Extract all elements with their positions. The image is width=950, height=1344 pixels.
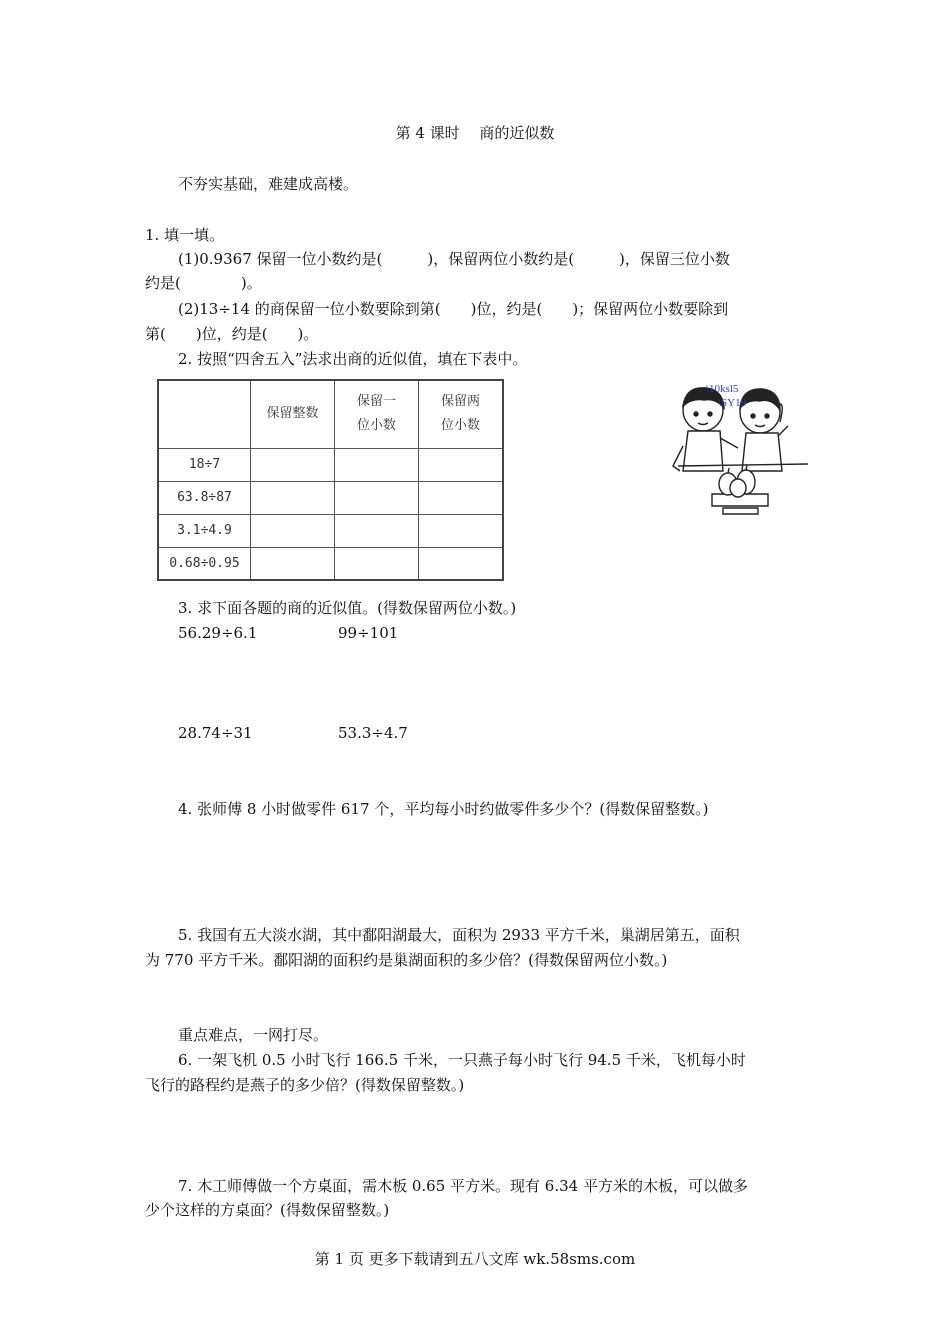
q1-part1-line2: 约是( )。: [145, 274, 262, 292]
q3-expr-4: 53.3÷4.7: [338, 724, 408, 742]
motto-key-points: 重点难点，一网打尽。: [178, 1026, 329, 1044]
q7-line1: 7. 木工师傅做一个方桌面，需木板 0.65 平方米。现有 6.34 平方米的木板，可以做多: [178, 1177, 748, 1195]
answer-cell[interactable]: [419, 514, 504, 547]
q6-line2: 飞行的路程约是燕子的多少倍？(得数保留整数。): [145, 1076, 465, 1094]
illustration-text-1: \10ksl5: [706, 383, 739, 395]
page-footer: 第 1 页 更多下载请到五八文库 wk.58sms.com: [314, 1250, 636, 1268]
header-two-decimal: 保留两 位小数: [419, 380, 504, 448]
row-label: 63.8÷87: [158, 481, 251, 514]
header-one-decimal: 保留一 位小数: [335, 380, 419, 448]
answer-cell[interactable]: [251, 514, 335, 547]
answer-cell[interactable]: [419, 448, 504, 481]
q1-part2-line2: 第( )位，约是( )。: [145, 325, 319, 343]
kids-scale-illustration: [668, 376, 814, 516]
q7-line2: 少个这样的方桌面？(得数保留整数。): [145, 1201, 390, 1219]
motto-basic: 不夯实基础，难建成高楼。: [178, 175, 359, 193]
q2-heading: 2. 按照“四舍五入”法求出商的近似值，填在下表中。: [178, 350, 528, 368]
answer-cell[interactable]: [251, 547, 335, 580]
answer-cell[interactable]: [251, 448, 335, 481]
q3-expr-3: 28.74÷31: [178, 724, 253, 742]
header-integer: 保留整数: [251, 380, 335, 448]
row-label: 0.68÷0.95: [158, 547, 251, 580]
answer-cell[interactable]: [335, 448, 419, 481]
answer-cell[interactable]: [335, 481, 419, 514]
page-title: 第 4 课时 商的近似数: [395, 124, 555, 142]
illustration-text-2: \SY19: [718, 397, 747, 409]
q1-part1-line1: (1)0.9367 保留一位小数约是( )，保留两位小数约是( )，保留三位小数: [178, 250, 730, 268]
q5-line2: 为 770 平方千米。鄱阳湖的面积约是巢湖面积的多少倍？(得数保留两位小数。): [145, 951, 668, 969]
answer-cell[interactable]: [419, 547, 504, 580]
answer-cell[interactable]: [251, 481, 335, 514]
q1-part2-line1: (2)13÷14 的商保留一位小数要除到第( )位，约是( )；保留两位小数要除到: [178, 300, 729, 318]
q3-expr-2: 99÷101: [338, 624, 399, 642]
row-label: 18÷7: [158, 448, 251, 481]
q3-heading: 3. 求下面各题的商的近似值。(得数保留两位小数。): [178, 599, 517, 617]
q5-line1: 5. 我国有五大淡水湖，其中鄱阳湖最大，面积为 2933 平方千米，巢湖居第五，面积: [178, 926, 740, 944]
q1-heading: 1. 填一填。: [145, 226, 225, 244]
q6-line1: 6. 一架飞机 0.5 小时飞行 166.5 千米，一只燕子每小时飞行 94.5 千米，飞机每小时: [178, 1051, 746, 1069]
row-label: 3.1÷4.9: [158, 514, 251, 547]
answer-cell[interactable]: [335, 514, 419, 547]
q4-text: 4. 张师傅 8 小时做零件 617 个，平均每小时约做零件多少个？(得数保留整数。): [178, 800, 709, 818]
q3-expr-1: 56.29÷6.1: [178, 624, 258, 642]
table-corner-cell: [158, 380, 251, 448]
answer-cell[interactable]: [335, 547, 419, 580]
answer-cell[interactable]: [419, 481, 504, 514]
approximation-table: [157, 379, 504, 581]
